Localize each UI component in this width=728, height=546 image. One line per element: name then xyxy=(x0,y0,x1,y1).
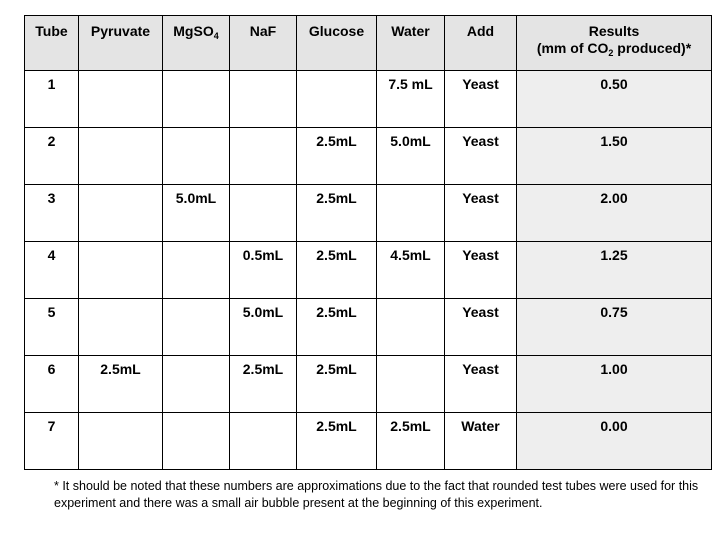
header-results-unit xyxy=(517,40,711,62)
cell-water: 7.5 mL xyxy=(377,71,445,128)
cell-result: 1.50 xyxy=(517,128,712,185)
cell-water xyxy=(377,299,445,356)
cell-water: 5.0mL xyxy=(377,128,445,185)
cell-result: 0.00 xyxy=(517,413,712,470)
cell-water: 4.5mL xyxy=(377,242,445,299)
header-tube: Tube xyxy=(25,16,79,71)
header-add: Add xyxy=(445,16,517,71)
cell-naf xyxy=(230,185,297,242)
table-row xyxy=(25,356,712,413)
cell-result: 1.00 xyxy=(517,356,712,413)
header-results-unit-pre: (mm of CO xyxy=(536,40,609,56)
cell-glucose: 2.5mL xyxy=(297,128,377,185)
cell-naf xyxy=(230,71,297,128)
cell-pyruvate: 2.5mL xyxy=(79,356,163,413)
cell-add: Yeast xyxy=(445,356,517,413)
cell-mgso4 xyxy=(163,299,230,356)
cell-add: Yeast xyxy=(445,71,517,128)
cell-tube: 6 xyxy=(25,356,79,413)
header-results-unit-subscript: 2 xyxy=(608,48,614,58)
table-row xyxy=(25,128,712,185)
cell-mgso4 xyxy=(163,413,230,470)
cell-glucose: 2.5mL xyxy=(297,413,377,470)
cell-tube: 5 xyxy=(25,299,79,356)
cell-naf xyxy=(230,128,297,185)
cell-pyruvate xyxy=(79,71,163,128)
cell-water: 2.5mL xyxy=(377,413,445,470)
cell-tube: 2 xyxy=(25,128,79,185)
header-results-title: Results xyxy=(588,23,640,39)
cell-result: 0.75 xyxy=(517,299,712,356)
cell-tube: 7 xyxy=(25,413,79,470)
table-body xyxy=(25,71,712,470)
cell-naf: 0.5mL xyxy=(230,242,297,299)
cell-result: 1.25 xyxy=(517,242,712,299)
cell-tube: 3 xyxy=(25,185,79,242)
table-row xyxy=(25,185,712,242)
cell-naf: 2.5mL xyxy=(230,356,297,413)
header-naf: NaF xyxy=(230,16,297,71)
cell-mgso4 xyxy=(163,128,230,185)
header-row xyxy=(25,16,712,71)
footnote: * It should be noted that these numbers are approximations due to the fact that rounded test tubes were used for this experiment and there was a small air bubble present at the beginning of this experiment. xyxy=(54,479,699,510)
cell-pyruvate xyxy=(79,242,163,299)
cell-add: Yeast xyxy=(445,299,517,356)
table-row xyxy=(25,242,712,299)
header-results-unit-post: produced)* xyxy=(613,40,692,56)
cell-mgso4 xyxy=(163,356,230,413)
cell-glucose: 2.5mL xyxy=(297,356,377,413)
cell-mgso4 xyxy=(163,71,230,128)
cell-result: 2.00 xyxy=(517,185,712,242)
cell-tube: 4 xyxy=(25,242,79,299)
cell-water xyxy=(377,356,445,413)
header-mgso4-subscript: 4 xyxy=(213,31,219,41)
table-row xyxy=(25,71,712,128)
header-pyruvate: Pyruvate xyxy=(79,16,163,71)
table-row xyxy=(25,299,712,356)
header-mgso4-base: MgSO xyxy=(173,23,214,39)
cell-pyruvate xyxy=(79,185,163,242)
cell-result: 0.50 xyxy=(517,71,712,128)
results-table xyxy=(24,15,712,470)
cell-naf: 5.0mL xyxy=(230,299,297,356)
header-glucose: Glucose xyxy=(297,16,377,71)
cell-add: Water xyxy=(445,413,517,470)
cell-add: Yeast xyxy=(445,185,517,242)
cell-tube: 1 xyxy=(25,71,79,128)
cell-glucose: 2.5mL xyxy=(297,185,377,242)
cell-mgso4 xyxy=(163,242,230,299)
cell-pyruvate xyxy=(79,413,163,470)
cell-add: Yeast xyxy=(445,128,517,185)
cell-pyruvate xyxy=(79,299,163,356)
cell-add: Yeast xyxy=(445,242,517,299)
cell-glucose: 2.5mL xyxy=(297,242,377,299)
cell-glucose: 2.5mL xyxy=(297,299,377,356)
header-mgso4 xyxy=(163,16,230,71)
cell-glucose xyxy=(297,71,377,128)
header-water: Water xyxy=(377,16,445,71)
cell-mgso4: 5.0mL xyxy=(163,185,230,242)
table-row xyxy=(25,413,712,470)
cell-pyruvate xyxy=(79,128,163,185)
header-results xyxy=(517,16,712,71)
cell-naf xyxy=(230,413,297,470)
cell-water xyxy=(377,185,445,242)
